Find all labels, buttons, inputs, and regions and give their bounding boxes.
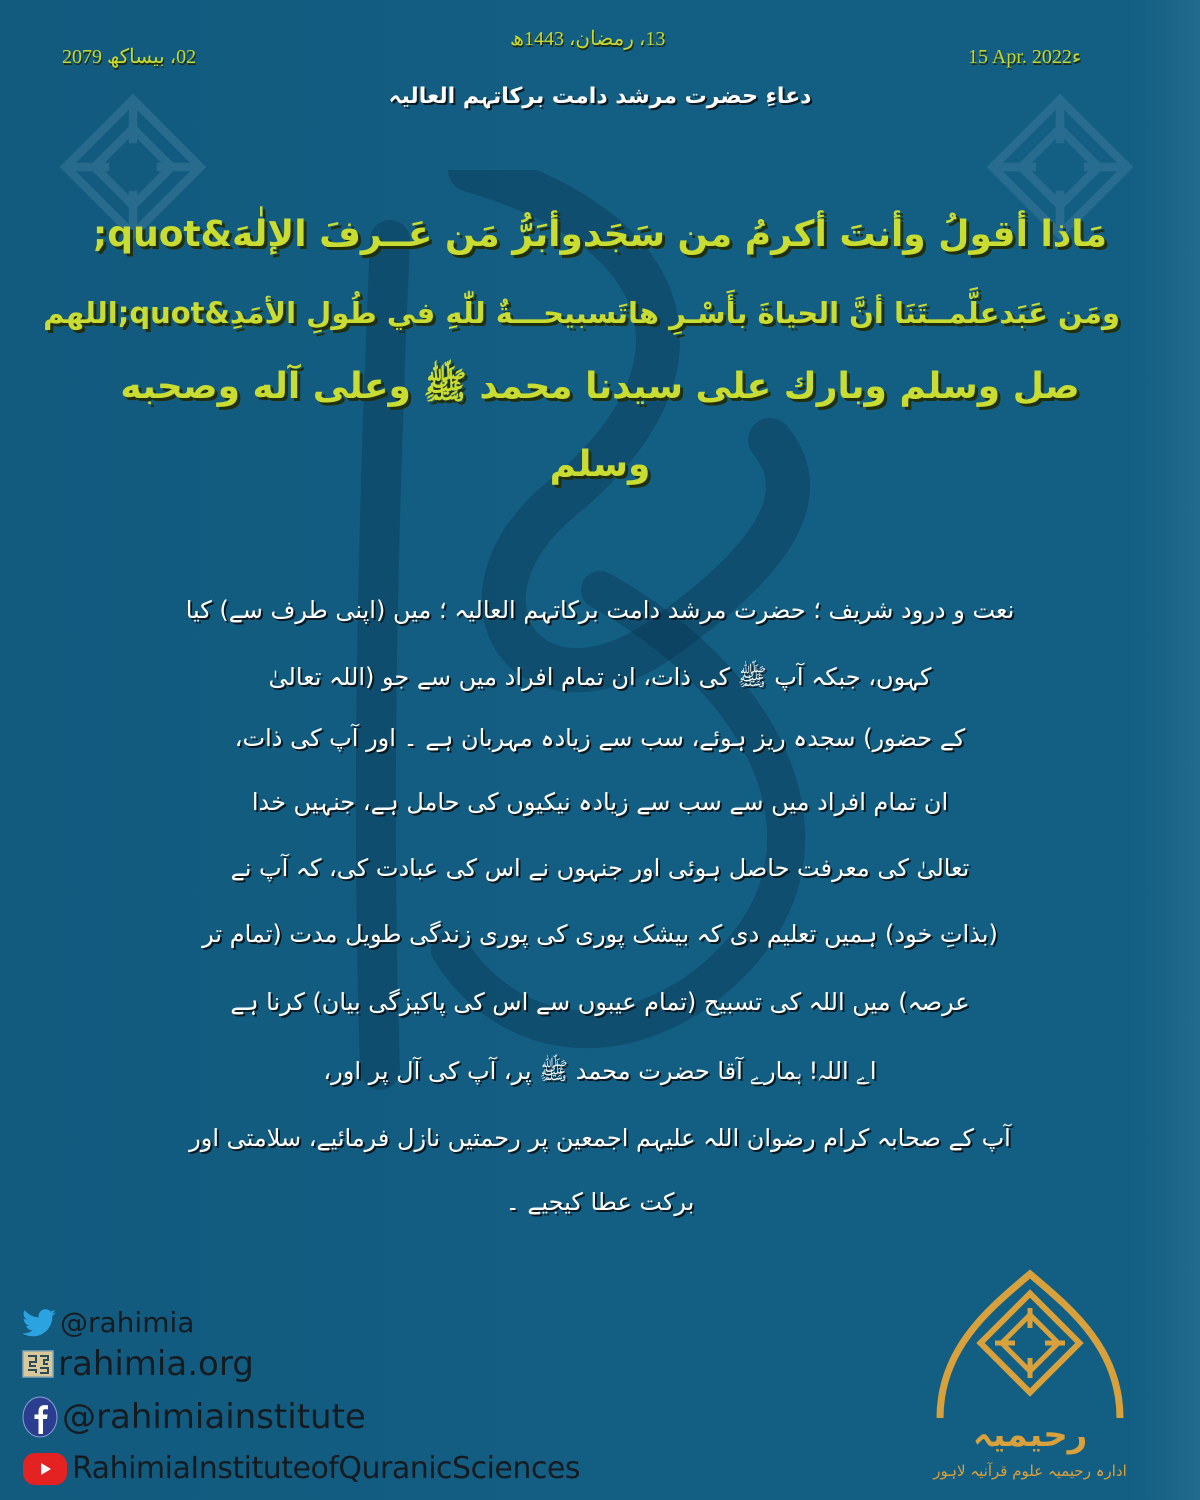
youtube-link[interactable] — [22, 1451, 580, 1486]
youtube-play-icon — [22, 1452, 68, 1486]
twitter-handle: @rahimia — [60, 1306, 195, 1339]
urdu-translation-line-1: نعت و درود شریف ؛ حضرت مرشد دامت برکاتہم العالیہ ؛ میں (اپنی طرف سے) کیا — [185, 596, 1015, 624]
urdu-translation-line-5: تعالیٰ کی معرفت حاصل ہوئی اور جنہوں نے اس کی عبادت کی، کہ آپ نے — [230, 854, 970, 882]
facebook-f-icon — [22, 1396, 58, 1438]
page-title: دعاءِ حضرت مرشد دامت برکاتہم العالیہ — [388, 84, 812, 109]
urdu-translation-line-4: ان تمام افراد میں سے سب سے زیادہ نیکیوں کی حامل ہے، جنہیں خدا — [251, 788, 949, 816]
rahimia-logo — [920, 1268, 1140, 1494]
facebook-link[interactable] — [22, 1396, 366, 1438]
twitter-bird-icon — [22, 1309, 56, 1337]
urdu-translation-line-10: برکت عطا کیجیے ۔ — [505, 1188, 695, 1216]
facebook-handle: @rahimiainstitute — [62, 1397, 366, 1437]
background-edge — [1142, 0, 1200, 1500]
urdu-translation-line-9: آپ کے صحابہ کرام رضوان اللہ علیہم اجمعین پر رحمتیں نازل فرمائیے، سلامتی اور — [189, 1124, 1011, 1152]
arabic-dua-line-4: وسلم — [549, 444, 651, 485]
urdu-translation-line-3: کے حضور) سجدہ ریز ہوئے، سب سے زیادہ مہربان ہے ۔ اور آپ کی ذات، — [234, 724, 966, 752]
website-link[interactable] — [22, 1344, 254, 1384]
hijri-date: 13، رمضان، 1443ھ — [510, 28, 666, 50]
urdu-translation-line-2: کہوں، جبکہ آپ ﷺ کی ذات، ان تمام افراد میں سے جو (اللہ تعالیٰ — [268, 663, 932, 691]
twitter-link[interactable] — [22, 1306, 194, 1339]
rahimia-knot-icon — [22, 1350, 54, 1378]
urdu-translation-line-8: اے اللہ! ہمارے آقا حضرت محمد ﷺ پر، آپ کی آل پر اور، — [323, 1057, 877, 1085]
gregorian-date: 15 Apr. 2022ء — [968, 46, 1082, 68]
logo-subtitle: ادارہ رحیمیہ علوم قرآنیہ لاہور — [933, 1462, 1127, 1480]
bikrami-date: 02، بیساکھ 2079 — [62, 46, 197, 68]
website-url: rahimia.org — [58, 1344, 254, 1384]
urdu-translation-line-7: عرصہ) میں اللہ کی تسبیح (تمام عیبوں سے اس کی پاکیزگی بیان) کرنا ہے — [230, 988, 970, 1016]
arabic-dua-line-2: ومَن عَبَدعلَّمــتَنَا أنَّ الحياةَ بأَسْـرِ هاتَسبيحـــةٌ للّٰهِ في طُولِ الأمَدِ&quot;اللهم — [43, 296, 1120, 330]
arabic-dua-line-1: مَاذا أقولُ وأنتَ أكرمُ من سَجَدوأبَرُّ مَن عَــرفَ الإلٰهَ&quot; — [92, 214, 1108, 255]
urdu-translation-line-6: (بذاتِ خود) ہمیں تعلیم دی کہ بیشک پوری کی پوری زندگی طویل مدت (تمام تر — [202, 920, 998, 948]
arabic-dua-line-3: صل وسلم وبارك على سيدنا محمد ﷺ وعلى آله وصحبه — [120, 366, 1080, 407]
youtube-channel: RahimiaInstituteofQuranicSciences — [72, 1451, 580, 1486]
logo-name: رحیمیہ — [972, 1415, 1088, 1455]
